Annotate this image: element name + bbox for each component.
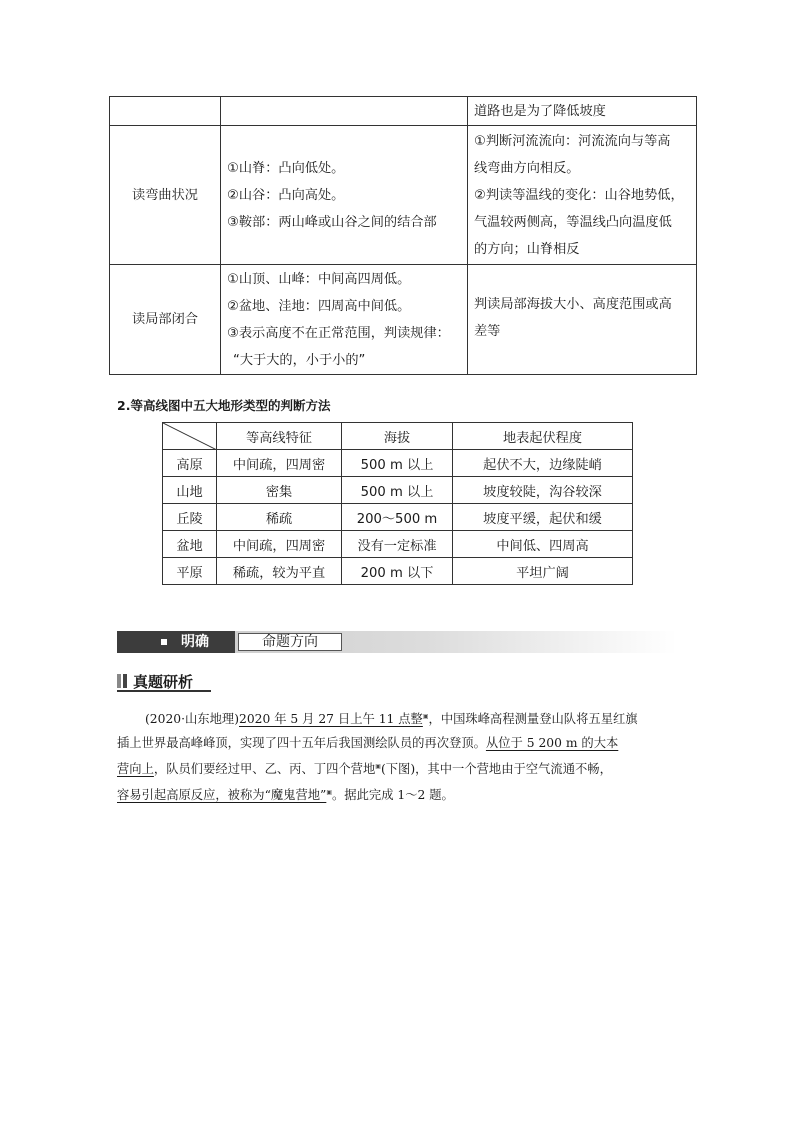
section-heading: 2.等高线图中五大地形类型的判断方法	[117, 398, 331, 413]
note-mark-icon: ▣	[326, 789, 332, 797]
text-span: ，队员们要经过甲、乙、丙、丁四个营地	[153, 762, 376, 777]
table-row	[163, 558, 633, 585]
row-header: 平原	[163, 558, 217, 585]
table-cell: 密集	[217, 477, 342, 504]
paragraph-line	[117, 755, 683, 781]
cell-line: 判读局部海拔大小、高度范围或高	[474, 297, 672, 312]
paragraph-line	[117, 705, 683, 731]
cell-line: 道路也是为了降低坡度	[474, 103, 606, 119]
underlined-text: 2020 年 5 月 27 日上午 11 点整	[239, 712, 423, 727]
table-cell: 稀疏	[217, 504, 342, 531]
note-mark-icon: ▣	[422, 713, 429, 720]
column-header: 地表起伏程度	[453, 423, 633, 450]
subheading	[117, 671, 193, 691]
diagonal-line	[163, 423, 217, 450]
table-cell: 500 m 以上	[342, 477, 453, 504]
banner-dark-label: 明确	[181, 634, 209, 650]
text-span: 。据此完成 1～2 题。	[332, 788, 454, 803]
table-cell	[468, 97, 697, 126]
cell-line: ③鞍部：两山峰或山谷之间的结合部	[227, 214, 437, 230]
table-row	[110, 126, 697, 265]
table-cell	[468, 126, 697, 265]
table-cell: 起伏不大，边缘陡峭	[453, 450, 633, 477]
cell-line: 气温较两侧高，等温线凸向温度低	[474, 214, 672, 230]
cell-line: “大于大的，小于小的”	[233, 352, 366, 368]
table-cell: 坡度平缓，起伏和缓	[453, 504, 633, 531]
subheading-underline	[117, 690, 211, 692]
table-cell: 稀疏，较为平直	[217, 558, 342, 585]
banner-dark-tab	[117, 631, 235, 653]
table-cell: 中间疏，四周密	[217, 450, 342, 477]
column-header: 海拔	[342, 423, 453, 450]
row-header: 高原	[163, 450, 217, 477]
table-row	[163, 504, 633, 531]
row-header: 山地	[163, 477, 217, 504]
table-row	[163, 531, 633, 558]
paragraph-line	[117, 781, 683, 807]
cell-line: 线弯曲方向相反。	[474, 160, 580, 176]
text-span: 插上世界最高峰峰顶，实现了四十五年后我国测绘队员的再次登顶。	[117, 736, 486, 751]
row-header: 盆地	[163, 531, 217, 558]
table-row	[163, 450, 633, 477]
table-cell: 平坦广阔	[453, 558, 633, 585]
source-text: (2020·山东地理)	[145, 712, 239, 727]
table-cell	[221, 265, 468, 375]
cell-line: ①山顶、山峰：中间高四周低。	[227, 271, 411, 287]
table-cell	[468, 265, 697, 375]
table-header-row	[163, 423, 633, 450]
note-mark-icon: ▣	[375, 763, 381, 771]
underlined-text: 从位于 5 200 m 的大本	[485, 736, 619, 751]
table-row-label: 读局部闭合	[110, 265, 221, 375]
table-cell: 中间低、四周高	[453, 531, 633, 558]
subheading-text: 真题研析	[133, 672, 194, 691]
table-cell: 200～500 m	[342, 504, 453, 531]
question-paragraph	[117, 705, 683, 807]
table-cell	[221, 97, 468, 126]
section-banner	[117, 631, 677, 653]
table-cell: 中间疏，四周密	[217, 531, 342, 558]
bar-marker-icon	[117, 674, 127, 688]
underlined-text: 营向上	[117, 762, 154, 777]
table-cell: 坡度较陡，沟谷较深	[453, 477, 633, 504]
table-row	[163, 477, 633, 504]
row-header: 丘陵	[163, 504, 217, 531]
cell-line: ③表示高度不在正常范围，判读规律：	[227, 325, 450, 341]
diagonal-header-cell	[163, 423, 217, 450]
table-row	[110, 265, 697, 375]
table-cell	[221, 126, 468, 265]
banner-light-label: 命题方向	[238, 633, 342, 651]
cell-line: ②盆地、洼地：四周高中间低。	[227, 298, 411, 314]
landform-table	[162, 422, 633, 585]
cell-line: ②山谷：凸向高处。	[227, 187, 345, 203]
table-row-label: 读弯曲状况	[110, 126, 221, 265]
paragraph-line	[117, 731, 683, 755]
text-span: (下图)，其中一个营地由于空气流通不畅，	[380, 762, 612, 777]
cell-line: ①判断河流流向：河流流向与等高	[474, 133, 671, 149]
cell-line: 的方向；山脊相反	[474, 241, 580, 257]
table-cell	[110, 97, 221, 126]
cell-line: ①山脊：凸向低处。	[227, 160, 345, 176]
table-cell: 500 m 以上	[342, 450, 453, 477]
table-row	[110, 97, 697, 126]
underlined-text: 容易引起高原反应，被称为“魔鬼营地”	[117, 788, 327, 803]
text-span: ，中国珠峰高程测量登山队将五星红旗	[428, 712, 638, 727]
table-cell: 200 m 以下	[342, 558, 453, 585]
cell-line: ②判读等温线的变化：山谷地势低，	[474, 187, 684, 203]
column-header: 等高线特征	[217, 423, 342, 450]
cell-line: 差等	[474, 324, 501, 339]
terrain-reading-table	[109, 96, 697, 375]
square-bullet-icon	[161, 639, 167, 645]
table-cell: 没有一定标准	[342, 531, 453, 558]
